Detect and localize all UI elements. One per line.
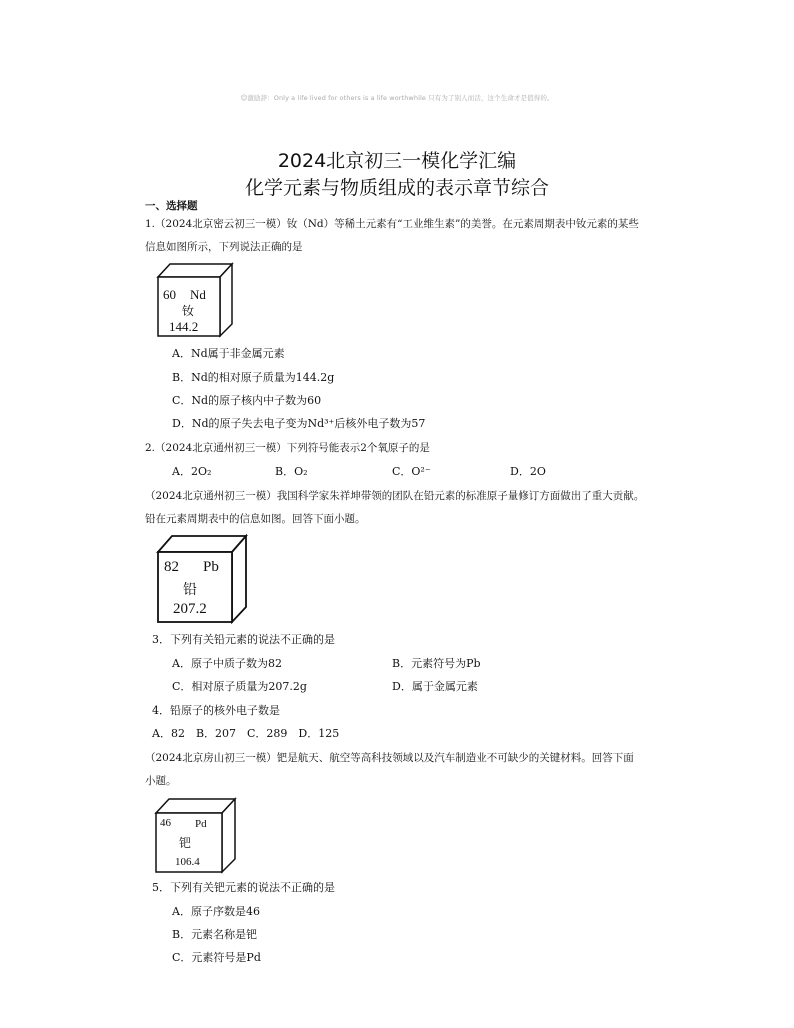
q2-option-b: B．O₂ (275, 465, 308, 478)
q5-option-b: B．元素名称是钯 (172, 928, 258, 941)
q2-stem: 2.（2024北京通州初三一模）下列符号能表示2个氧原子的是 (145, 442, 430, 454)
page-subtitle: 化学元素与物质组成的表示章节综合 (244, 177, 549, 199)
pb-intro-line2: 铅在元素周期表中的信息如图。回答下面小题。 (145, 513, 366, 525)
atomic-number: 82 (164, 559, 179, 575)
q1-option-c: C．Nd的原子核内中子数为60 (172, 394, 322, 407)
pd-intro-line2: 小题。 (145, 775, 177, 787)
atomic-number: 60 (163, 287, 176, 302)
element-symbol: Pd (195, 818, 207, 830)
element-name: 钯 (179, 836, 192, 850)
page-title: 2024北京初三一模化学汇编 (277, 150, 517, 172)
element-cell-pd (155, 798, 236, 873)
pb-intro-line1: （2024北京通州初三一模）我国科学家朱祥坤带领的团队在铅元素的标准原子量修订方面做出了重大贡献。 (145, 490, 645, 502)
element-symbol: Pb (203, 559, 219, 575)
q1-option-d: D．Nd的原子失去电子变为Nd³⁺后核外电子数为57 (172, 417, 426, 430)
atomic-mass: 207.2 (173, 601, 207, 617)
q3-stem: 3．下列有关铅元素的说法不正确的是 (152, 633, 335, 646)
q4-options: A．82 B．207 C．289 D．125 (152, 727, 340, 740)
q5-option-a: A．原子序数是46 (172, 905, 260, 918)
q3-option-d: D．属于金属元素 (392, 680, 478, 693)
element-cell-nd (157, 263, 233, 337)
q2-option-d: D．2O (510, 465, 546, 478)
element-symbol: Nd (190, 287, 206, 302)
q5-option-c: C．元素符号是Pd (172, 951, 261, 964)
pd-intro-line1: （2024北京房山初三一模）钯是航天、航空等高科技领域以及汽车制造业不可缺少的关键材料。回答下面 (145, 752, 634, 764)
element-name: 钕 (182, 304, 195, 318)
q1-stem-line1: 1.（2024北京密云初三一模）钕（Nd）等稀土元素有“工业维生素”的美誉。在元素周期表中钕元素的某些 (145, 218, 639, 230)
element-cell-pb (157, 535, 247, 623)
q1-option-b: B．Nd的相对原子质量为144.2g (172, 371, 335, 384)
q3-option-b: B．元素符号为Pb (392, 657, 481, 670)
q1-option-a: A．Nd属于非金属元素 (172, 347, 285, 360)
q3-option-a: A．原子中质子数为82 (172, 657, 282, 670)
section-heading: 一、选择题 (145, 200, 198, 212)
q5-stem: 5．下列有关钯元素的说法不正确的是 (152, 881, 335, 894)
atomic-number: 46 (160, 817, 171, 829)
watermark: ☺激励辞：Only a life lived for others is a life worthwhile 只有为了别人而活，这个生命才是值得的。 (240, 94, 554, 102)
q4-stem: 4．铅原子的核外电子数是 (152, 704, 280, 717)
q3-option-c: C．相对原子质量为207.2g (172, 680, 307, 693)
atomic-mass: 144.2 (169, 319, 199, 334)
q2-option-a: A．2O₂ (172, 465, 212, 478)
q2-option-c: C．O²⁻ (392, 465, 431, 478)
atomic-mass: 106.4 (175, 856, 200, 868)
q1-stem-line2: 信息如图所示，下列说法正确的是 (145, 241, 303, 253)
element-name: 铅 (183, 582, 197, 598)
